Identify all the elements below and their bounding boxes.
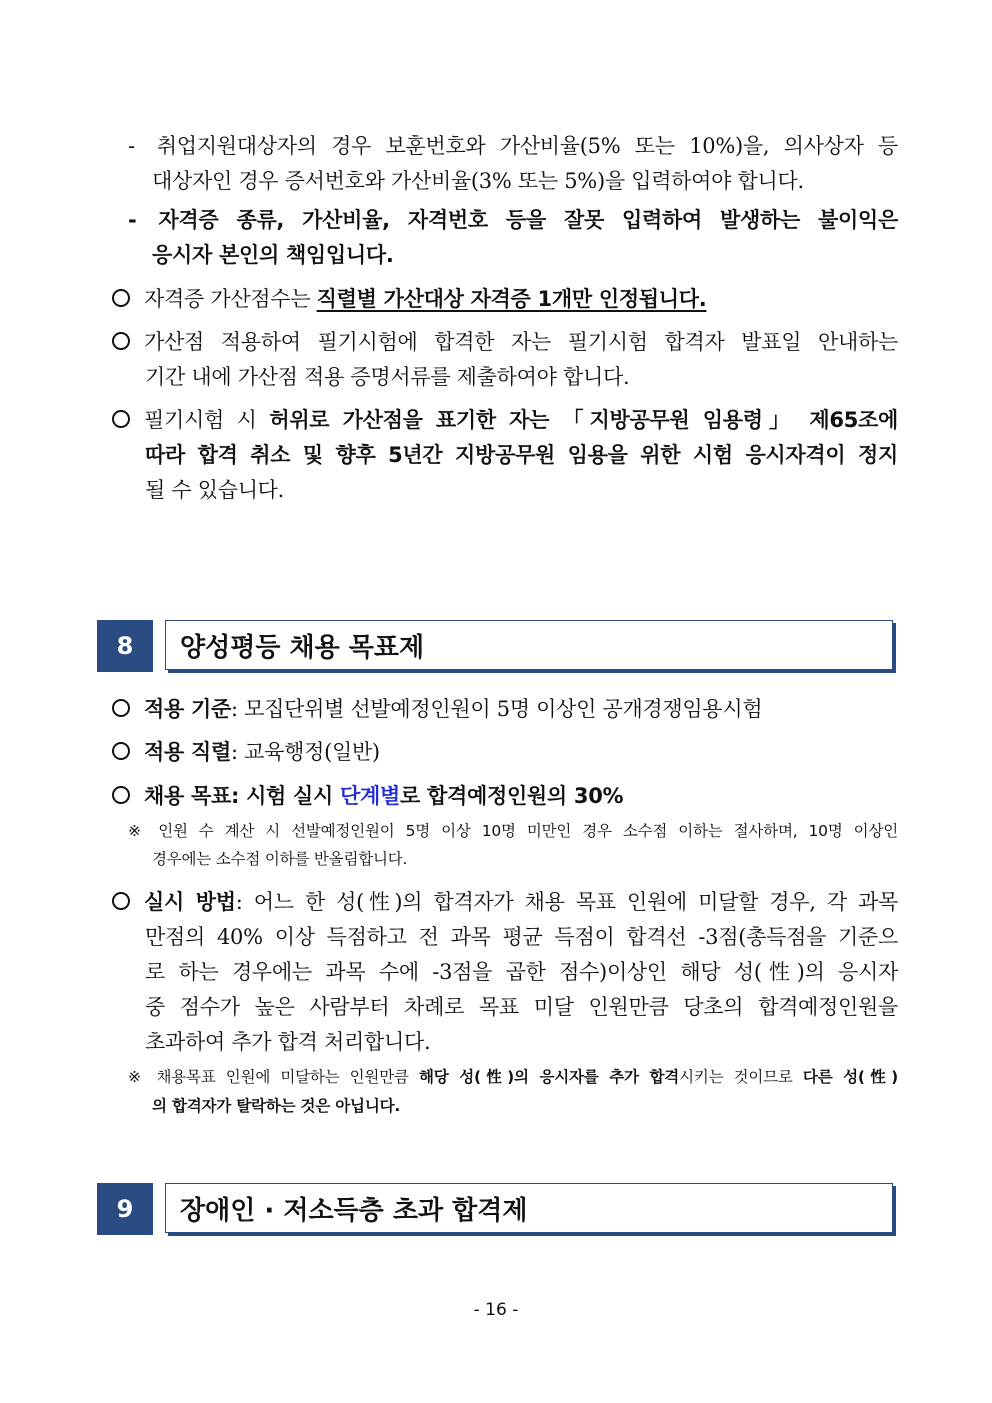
note-rounding-line-2: 경우에는 소수점 이하를 반올림합니다.	[152, 850, 408, 868]
dash-item-1-line-1: - 취업지원대상자의 경우 보훈번호와 가산비율(5% 또는 10%)을, 의사상자 등	[128, 134, 898, 158]
dash-marker: -	[128, 134, 135, 158]
circle-bullet-icon	[112, 410, 130, 428]
bullet-item-method-line-3: 로 하는 경우에는 과목 수에 -3점을 곱한 점수)이상인 해당 성(性)의 응시자	[145, 960, 898, 984]
circle-bullet-icon	[112, 892, 130, 910]
bullet-item-job-series: 적용 직렬: 교육행정(일반)	[112, 735, 380, 769]
circle-bullet-icon	[112, 332, 130, 350]
note-additional-pass-line-1: ※ 채용목표 인원에 미달하는 인원만큼 해당 성(性)의 응시자를 추가 합격시키는 것이므로 다른 성(性)	[128, 1068, 898, 1086]
note-additional-pass-line-2: 의 합격자가 탈락하는 것은 아닙니다.	[152, 1097, 401, 1115]
dash-item-1-line-2: 대상자인 경우 증서번호와 가산비율(3% 또는 5%)을 입력하여야 합니다.	[152, 169, 804, 193]
note-rounding-line-1: ※ 인원 수 계산 시 선발예정인원이 5명 이상 10명 미만인 경우 소수점 이하는 절사하며, 10명 이상인	[128, 822, 898, 840]
bullet-item-criteria: 적용 기준: 모집단위별 선발예정인원이 5명 이상인 공개경쟁임용시험	[112, 692, 762, 726]
section-8-title: 양성평등 채용 목표제	[165, 620, 893, 670]
bullet-item-target: 채용 목표: 시험 실시 단계별로 합격예정인원의 30%	[112, 779, 623, 813]
page-number: - 16 -	[473, 1300, 519, 1320]
circle-bullet-icon	[112, 742, 130, 760]
circle-bullet-icon	[112, 289, 130, 307]
dash-item-2-line-1: - 자격증 종류, 가산비율, 자격번호 등을 잘못 입력하여 발생하는 불이익은	[128, 208, 898, 232]
dash-marker: -	[128, 208, 137, 232]
bullet-item-method-line-2: 만점의 40% 이상 득점하고 전 과목 평균 득점이 합격선 -3점(총득점을 기준으	[145, 925, 898, 949]
bullet-item-false-claim-line-2: 따라 합격 취소 및 향후 5년간 지방공무원 임용을 위한 시험 응시자격이 정지	[145, 443, 898, 467]
section-8-number: 8	[97, 620, 153, 672]
bullet-item-method-line-4: 중 점수가 높은 사람부터 차례로 목표 미달 인원만큼 당초의 합격예정인원을	[145, 995, 898, 1019]
bullet-item-proof-line-1: 가산점 적용하여 필기시험에 합격한 자는 필기시험 합격자 발표일 안내하는	[112, 325, 898, 359]
dash-item-2-line-2: 응시자 본인의 책임입니다.	[152, 243, 394, 267]
bullet-item-false-claim-line-1: 필기시험 시 허위로 가산점을 표기한 자는 「지방공무원 임용령」 제65조에	[112, 403, 898, 437]
circle-bullet-icon	[112, 786, 130, 804]
bullet-item-bonus-limit: 자격증 가산점수는 직렬별 가산대상 자격증 1개만 인정됩니다.	[112, 282, 706, 316]
section-9-number: 9	[97, 1183, 153, 1235]
bullet-item-method-line-5: 초과하여 추가 합격 처리합니다.	[145, 1030, 431, 1054]
bullet-item-proof-line-2: 기간 내에 가산점 적용 증명서류를 제출하여야 합니다.	[145, 365, 630, 389]
circle-bullet-icon	[112, 699, 130, 717]
bullet-item-method-line-1: 실시 방법: 어느 한 성(性)의 합격자가 채용 목표 인원에 미달할 경우, 각 과목	[112, 885, 898, 919]
bullet-item-false-claim-line-3: 될 수 있습니다.	[145, 478, 285, 502]
section-9-title: 장애인 · 저소득층 초과 합격제	[165, 1183, 893, 1233]
